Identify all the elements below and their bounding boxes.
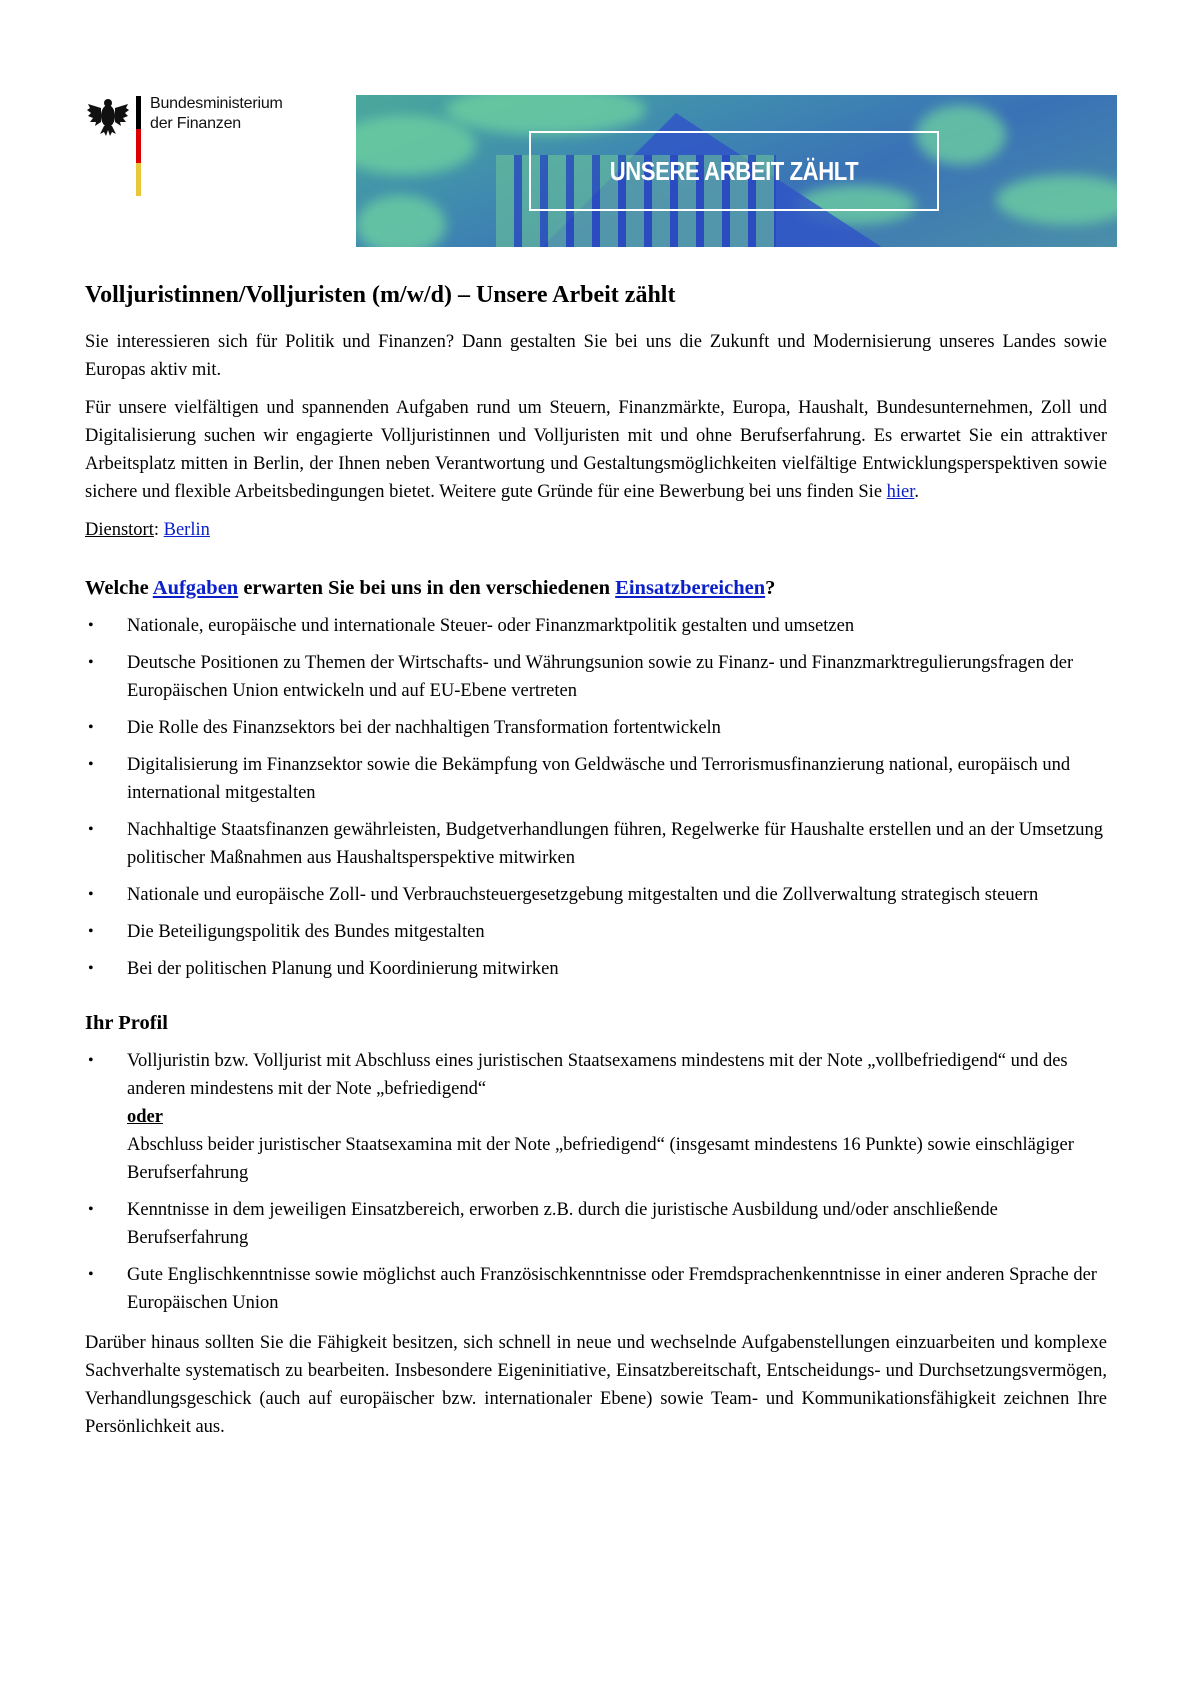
tasks-link[interactable]: Aufgaben — [152, 577, 239, 599]
list-item-text: Bei der politischen Planung und Koordinierung mitwirken — [127, 959, 559, 979]
list-item-text: Volljuristin bzw. Volljurist mit Abschluss eines juristischen Staatsexamens mindestens mit der Note „vollbefriedigend“ und des anderen mindestens mit der Note „befriedigend“ — [127, 1051, 1068, 1099]
tasks-heading-text: Welche — [85, 577, 153, 599]
tasks-heading-text: ? — [765, 577, 776, 599]
bullet-icon: • — [88, 886, 94, 903]
ministry-name-line1: Bundesministerium — [150, 95, 283, 112]
or-label: oder — [127, 1107, 163, 1127]
location-link[interactable]: Berlin — [163, 520, 210, 540]
bullet-icon: • — [88, 1201, 94, 1218]
ministry-logo — [86, 94, 316, 204]
tasks-heading — [85, 574, 1107, 602]
bullet-icon: • — [88, 960, 94, 977]
intro-paragraph-2 — [85, 394, 1107, 506]
intro-paragraph-2-text: Für unsere vielfältigen und spannenden Aufgaben rund um Steuern, Finanzmärkte, Europa, Haushalt, Bundesunternehmen, Zoll und Digitalisierung suchen wir engagierte Volljuristinnen und Volljuristen mit und ohne Berufserfahrung. Es erwartet Sie ein attraktiver Arbeitsplatz mitten in Berlin, der Ihnen neben Verantwortung und Gestaltungsmöglichkeiten vielfältige Entwicklungsperspektiven sowie sichere und flexible Arbeitsbedingungen bietet. Weitere gute Gründe für eine Bewerbung bei uns finden Sie — [85, 398, 1107, 502]
bullet-icon: • — [88, 654, 94, 671]
list-item — [85, 1196, 1107, 1252]
list-item-text: Nationale und europäische Zoll- und Verbrauchsteuergesetzgebung mitgestalten und die Zollverwaltung strategisch steuern — [127, 885, 1039, 905]
list-item — [85, 1047, 1107, 1187]
list-item — [85, 649, 1107, 705]
list-item — [85, 714, 1107, 742]
list-item — [85, 612, 1107, 640]
profile-list — [85, 1047, 1107, 1317]
bullet-icon: • — [88, 1266, 94, 1283]
areas-link[interactable]: Einsatzbereichen — [615, 577, 766, 599]
closing-paragraph: Darüber hinaus sollten Sie die Fähigkeit besitzen, sich schnell in neue und wechselnde Aufgabenstellungen einzuarbeiten und komplexe Sachverhalte systematisch zu bearbeiten. Insbesondere Eigeninitiative, Einsatzbereitschaft, Entscheidungs- und Durchsetzungsvermögen, Verhandlungsgeschick (auch auf europäischer bzw. internationaler Ebene) sowie Team- und Kommunikationsfähigkeit zeichnen Ihre Persönlichkeit aus. — [85, 1333, 1107, 1437]
ministry-name — [150, 94, 283, 134]
list-item-text: Die Rolle des Finanzsektors bei der nachhaltigen Transformation fortentwickeln — [127, 718, 721, 738]
bullet-icon: • — [88, 821, 94, 838]
page-title: Volljuristinnen/Volljuristen (m/w/d) – Unsere Arbeit zählt — [85, 282, 676, 308]
list-item — [85, 918, 1107, 946]
list-item-text: Digitalisierung im Finanzsektor sowie die Bekämpfung von Geldwäsche und Terrorismusfinanzierung national, europäisch und international mitgestalten — [127, 755, 1071, 803]
bullet-icon: • — [88, 923, 94, 940]
list-item-text: Nachhaltige Staatsfinanzen gewährleisten, Budgetverhandlungen führen, Regelwerke für Haushalte erstellen und an der Umsetzung politischer Maßnahmen aus Haushaltsperspektive mitwirken — [127, 820, 1104, 868]
german-flag-bar — [136, 96, 141, 196]
location-label: Dienstort — [85, 520, 154, 540]
bullet-icon: • — [88, 1052, 94, 1069]
intro-paragraph-1: Sie interessieren sich für Politik und Finanzen? Dann gestalten Sie bei uns die Zukunft und Modernisierung unseres Landes sowie Europas aktiv mit. — [85, 332, 1107, 380]
tasks-heading-text: erwarten Sie bei uns in den verschiedenen — [238, 577, 616, 599]
list-item-text: Kenntnisse in dem jeweiligen Einsatzbereich, erworben z.B. durch die juristische Ausbildung und/oder anschließende Berufserfahrung — [127, 1200, 998, 1248]
list-item-text: Nationale, europäische und internationale Steuer- oder Finanzmarktpolitik gestalten und umsetzen — [127, 616, 855, 636]
separator: : — [153, 520, 164, 540]
list-item-text: Abschluss beider juristischer Staatsexamina mit der Note „befriedigend“ (insgesamt mindestens 16 Punkte) sowie einschlägiger Berufserfahrung — [127, 1135, 1074, 1183]
location-line — [85, 516, 1107, 544]
list-item-text: Die Beteiligungspolitik des Bundes mitgestalten — [127, 922, 485, 942]
list-item — [85, 816, 1107, 872]
list-item — [85, 881, 1107, 909]
bullet-icon: • — [88, 719, 94, 736]
tasks-list — [85, 612, 1107, 983]
list-item — [85, 1261, 1107, 1317]
list-item-text: Deutsche Positionen zu Themen der Wirtschafts- und Währungsunion sowie zu Finanz- und Finanzmarktregulierungsfragen der Europäischen Union entwickeln und auf EU-Ebene vertreten — [127, 653, 1074, 701]
ministry-name-line2: der Finanzen — [150, 115, 241, 132]
list-item — [85, 955, 1107, 983]
reasons-link[interactable]: hier — [886, 482, 915, 502]
bullet-icon: • — [88, 756, 94, 773]
banner-tagline: UNSERE ARBEIT ZÄHLT — [609, 155, 859, 186]
hero-banner — [356, 95, 1117, 247]
bullet-icon: • — [88, 617, 94, 634]
list-item — [85, 751, 1107, 807]
list-item-text: Gute Englischkenntnisse sowie möglichst auch Französischkenntnisse oder Fremdsprachenkenntnisse in einer anderen Sprache der Europäischen Union — [127, 1265, 1097, 1313]
profile-heading: Ihr Profil — [85, 1012, 168, 1034]
job-posting — [85, 280, 1107, 1451]
punctuation: . — [914, 482, 920, 502]
page-header — [0, 0, 1190, 260]
federal-eagle-icon — [86, 94, 130, 138]
